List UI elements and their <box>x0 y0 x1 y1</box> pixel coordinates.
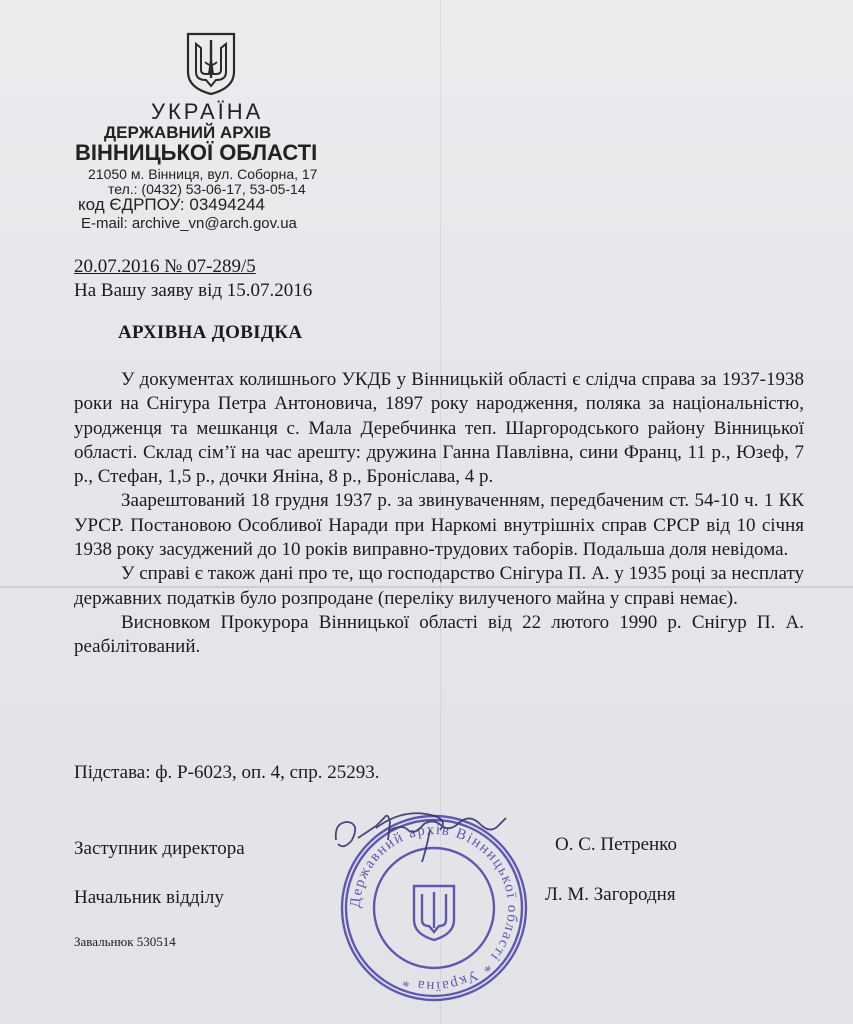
head-name: Л. М. Загородня <box>545 884 676 905</box>
paragraph: Заарештований 18 грудня 1937 р. за звинуваченням, передбаченим ст. 54-10 ч. 1 КК УРСР. Постановою Особливої Наради при Наркомі внутрішніх справ СРСР від 10 січня 1938 року засуджений до 10 років виправно-трудових таборів. Подальша доля невідома. <box>74 490 804 561</box>
paragraph: У документах колишнього УКДБ у Вінницькій області є слідча справа за 1937-1938 роки на Снігура Петра Антоновича, 1897 року народження, поляка за національністю, уродженця та мешканця с. Мала Деребчинка теп. Шаргородського району Вінницької області. Склад сім’ї на час арешту: дружина Ганна Павлівна, сини Франц, 11 р., Юзеф, 7 р., Стефан, 1,5 р., дочки Яніна, 8 р., Броніслава, 4 р. <box>74 369 804 488</box>
head-title: Начальник відділу <box>74 887 224 908</box>
document-body <box>74 368 804 660</box>
header-org-line1: ДЕРЖАВНИЙ АРХІВ <box>104 123 272 142</box>
header-phone: тел.: (0432) 53-06-17, 53-05-14 <box>108 181 306 197</box>
stamp-text: Державний архів Вінницької області * Україна * <box>347 821 521 995</box>
paragraph: Висновком Прокурора Вінницької області від 22 лютого 1990 р. Снігур П. А. реабілітований. <box>74 611 804 658</box>
handwritten-signature <box>330 800 520 880</box>
paragraph: У справі є також дані про те, що господарство Снігура П. А. у 1935 році за несплату державних податків було розпродане (переліку вилученого майна у справі немає). <box>74 563 804 609</box>
deputy-name: О. С. Петренко <box>555 834 677 855</box>
header-address: 21050 м. Вінниця, вул. Соборна, 17 <box>88 166 318 182</box>
trident-icon <box>184 32 238 96</box>
header-country: УКРАЇНА <box>151 99 264 124</box>
reference-number: 20.07.2016 № 07-289/5 <box>74 256 256 277</box>
header-email: E-mail: archive_vn@arch.gov.ua <box>81 215 297 232</box>
executor-note: Завальнюк 530514 <box>74 934 176 949</box>
basis-reference: Підстава: ф. Р-6023, оп. 4, спр. 25293. <box>74 762 380 783</box>
document-title: АРХІВНА ДОВІДКА <box>118 322 303 343</box>
reference-request: На Вашу заяву від 15.07.2016 <box>74 280 313 301</box>
deputy-title: Заступник директора <box>74 838 245 859</box>
header-code: код ЄДРПОУ: 03494244 <box>78 195 265 214</box>
stamp-trident-icon <box>414 886 454 940</box>
header-org-line2: ВІННИЦЬКОЇ ОБЛАСТІ <box>75 140 318 165</box>
